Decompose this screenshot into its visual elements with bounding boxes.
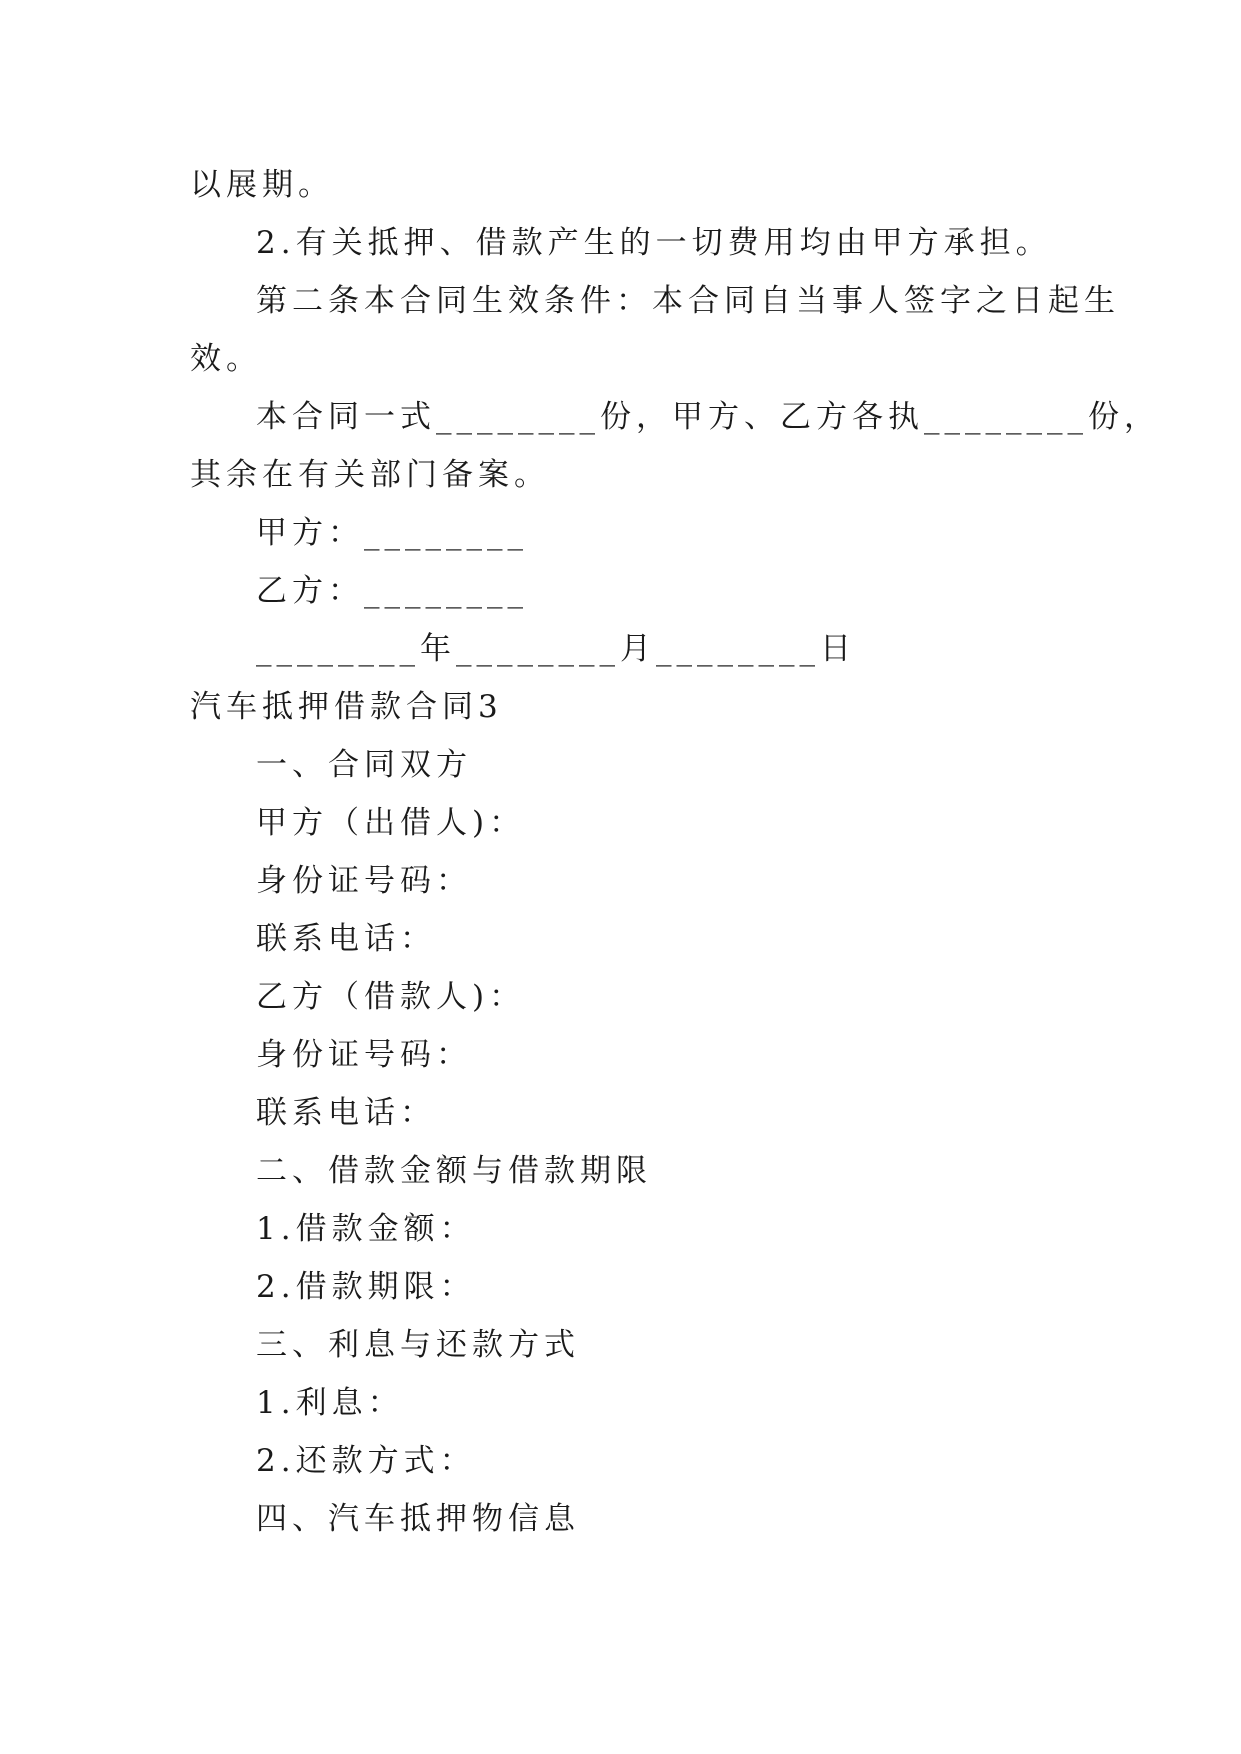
text-line: 第二条本合同生效条件：本合同自当事人签字之日起生 [256, 283, 1120, 319]
text-line: 身份证号码： [256, 863, 472, 899]
text-line: 本合同一式________份，甲方、乙方各执________份， [256, 399, 1160, 435]
text-line: 甲方（出借人)： [256, 805, 526, 841]
text-line: 联系电话： [256, 1095, 436, 1131]
heading-loan: 二、借款金额与借款期限 [256, 1153, 652, 1189]
heading-interest: 三、利息与还款方式 [256, 1327, 580, 1363]
date-line: ________年________月________日 [256, 631, 856, 667]
signature-line-party-a: 甲方：________ [256, 515, 528, 551]
text-line: 效。 [190, 341, 262, 377]
text-line: 2.有关抵押、借款产生的一切费用均由甲方承担。 [256, 225, 1052, 261]
heading-collateral: 四、汽车抵押物信息 [256, 1501, 580, 1537]
text-line: 2.借款期限： [256, 1269, 476, 1305]
text-line: 身份证号码： [256, 1037, 472, 1073]
text-line: 1.借款金额： [256, 1211, 476, 1247]
text-line: 1.利息： [256, 1385, 404, 1421]
section-title: 汽车抵押借款合同3 [190, 689, 503, 725]
text-line: 乙方（借款人)： [256, 979, 526, 1015]
text-line: 其余在有关部门备案。 [190, 457, 550, 493]
heading-parties: 一、合同双方 [256, 747, 472, 783]
text-line: 2.还款方式： [256, 1443, 476, 1479]
signature-line-party-b: 乙方：________ [256, 573, 528, 609]
text-line: 以展期。 [190, 167, 334, 203]
text-line: 联系电话： [256, 921, 436, 957]
